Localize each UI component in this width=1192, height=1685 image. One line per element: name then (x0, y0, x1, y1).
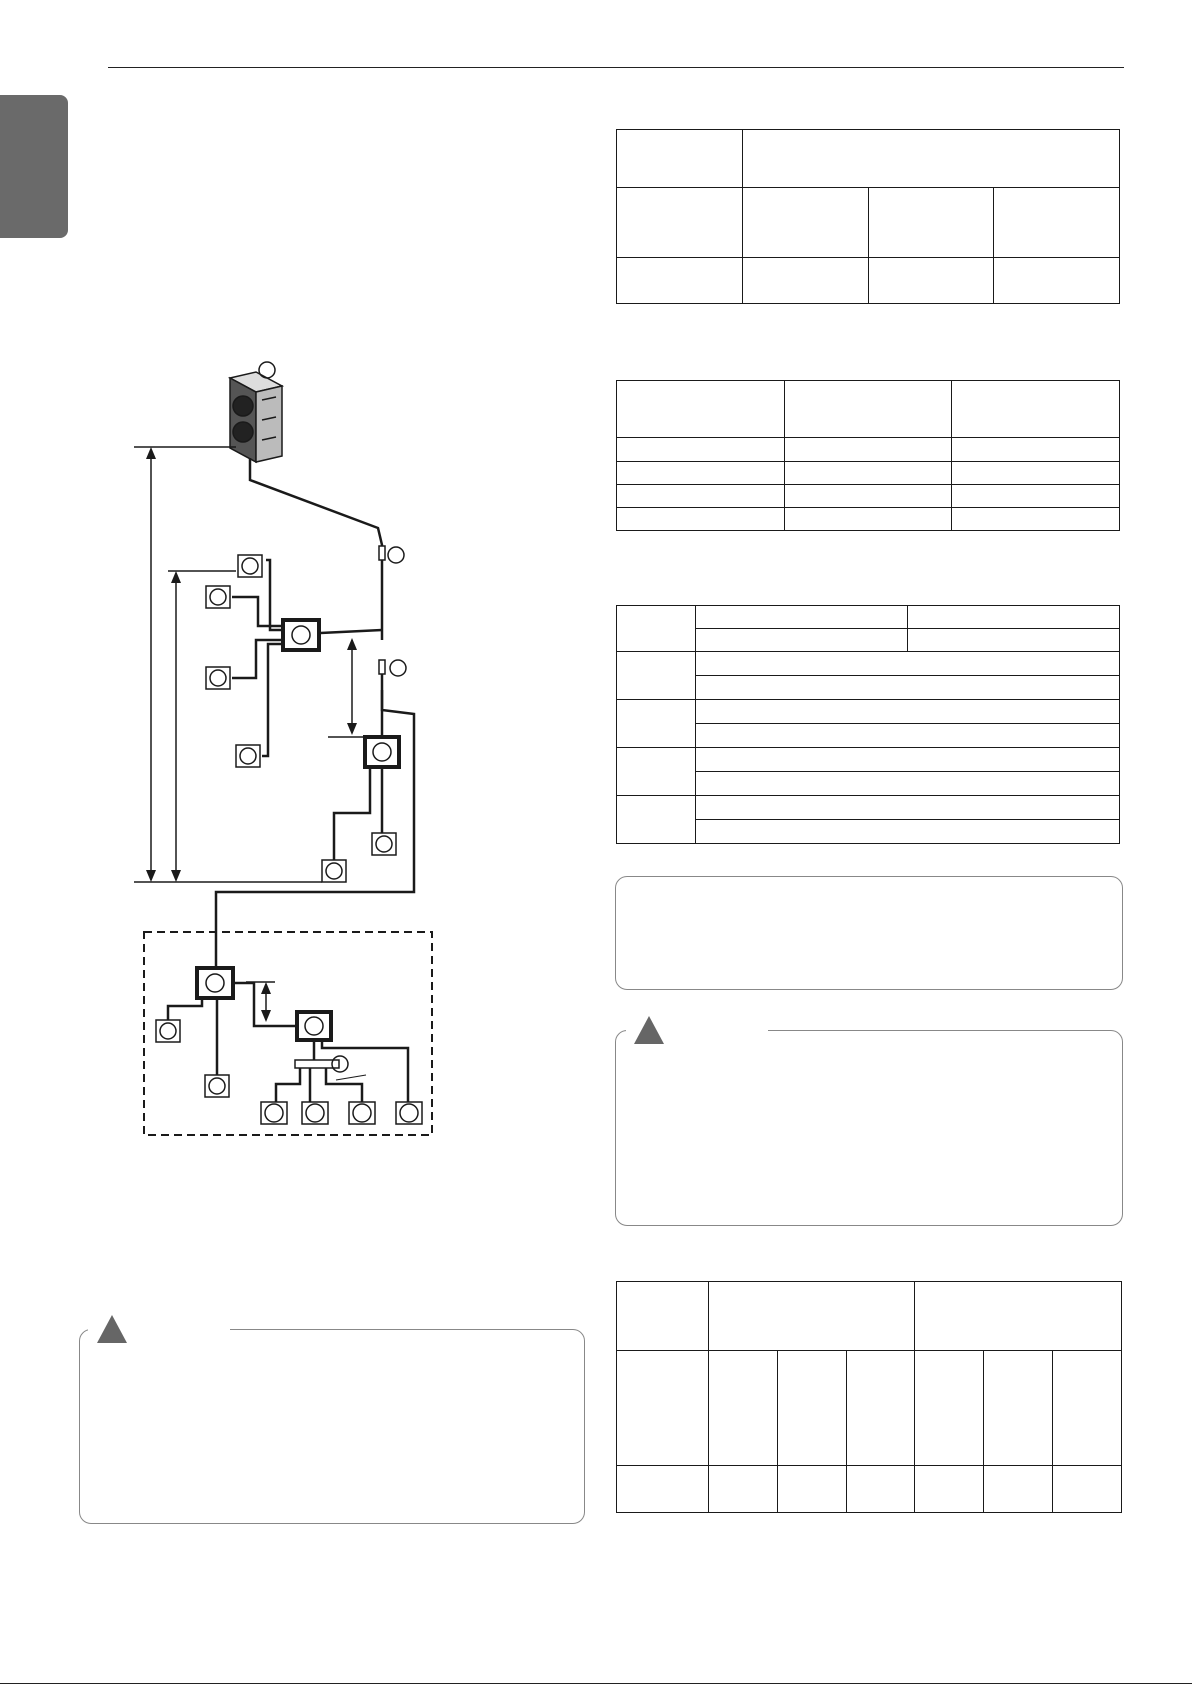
table-cell (952, 438, 1120, 461)
table-2 (616, 380, 1120, 531)
marker-c-icon (390, 660, 406, 676)
table-cell (1053, 1351, 1122, 1466)
table-cell (709, 1466, 778, 1513)
marker-a-icon (259, 362, 275, 378)
branch-box-icon (283, 620, 319, 650)
table-cell (617, 1282, 709, 1351)
table-cell (743, 130, 1120, 188)
table-cell (868, 188, 994, 258)
table-cell (784, 484, 952, 507)
table-cell (908, 606, 1120, 629)
table-cell (617, 606, 696, 652)
table-3 (616, 605, 1120, 844)
table-cell (784, 507, 952, 530)
table-cell (617, 700, 696, 748)
table-cell (709, 1351, 778, 1466)
table-cell (709, 1282, 915, 1351)
table-cell (994, 188, 1120, 258)
table-cell (868, 258, 994, 304)
table-cell (984, 1466, 1053, 1513)
table-cell (777, 1466, 846, 1513)
table-cell (696, 700, 1120, 724)
table-cell (696, 796, 1120, 820)
table-cell (617, 507, 785, 530)
refrigerant-piping-diagram (0, 0, 600, 1160)
table-cell (952, 381, 1120, 438)
table-cell (617, 652, 696, 700)
table-cell (696, 629, 908, 652)
table-cell (784, 381, 952, 438)
table-cell (617, 484, 785, 507)
table-cell (1053, 1466, 1122, 1513)
table-cell (617, 258, 743, 304)
table-cell (784, 461, 952, 484)
footer-rule (0, 1683, 1192, 1684)
table-cell (696, 748, 1120, 772)
caution-box-right (615, 1030, 1123, 1226)
table-cell (617, 130, 743, 188)
caution-box-left (79, 1329, 585, 1524)
table-cell (784, 438, 952, 461)
table-cell (952, 507, 1120, 530)
table-cell (617, 381, 785, 438)
table-cell (617, 438, 785, 461)
table-cell (696, 652, 1120, 676)
note-box (615, 876, 1123, 990)
table-cell (617, 1466, 709, 1513)
caution-warning-icon (632, 1014, 666, 1046)
table-cell (915, 1466, 984, 1513)
branch-box-icon (197, 968, 233, 998)
table-cell (777, 1351, 846, 1466)
table-cell (908, 629, 1120, 652)
table-cell (696, 676, 1120, 700)
table-cell (994, 258, 1120, 304)
dashed-group-box (144, 932, 432, 1135)
table-cell (617, 748, 696, 796)
branch-box-icon (297, 1012, 331, 1040)
branch-box-icon (365, 737, 399, 767)
table-cell (696, 820, 1120, 844)
outdoor-unit-icon (230, 372, 282, 462)
table-cell (952, 461, 1120, 484)
table-cell (696, 772, 1120, 796)
table-cell (743, 188, 869, 258)
marker-b-icon (388, 547, 404, 563)
table-cell (846, 1351, 915, 1466)
table-cell (617, 461, 785, 484)
table-cell (915, 1282, 1122, 1351)
table-cell (696, 724, 1120, 748)
table-cell (984, 1351, 1053, 1466)
table-1 (616, 129, 1120, 304)
caution-warning-icon (95, 1313, 129, 1345)
table-cell (915, 1351, 984, 1466)
table-cell (743, 258, 869, 304)
table-4 (616, 1281, 1122, 1513)
table-cell (617, 188, 743, 258)
table-cell (696, 606, 908, 629)
table-cell (846, 1466, 915, 1513)
table-cell (617, 796, 696, 844)
table-cell (617, 1351, 709, 1466)
table-cell (952, 484, 1120, 507)
